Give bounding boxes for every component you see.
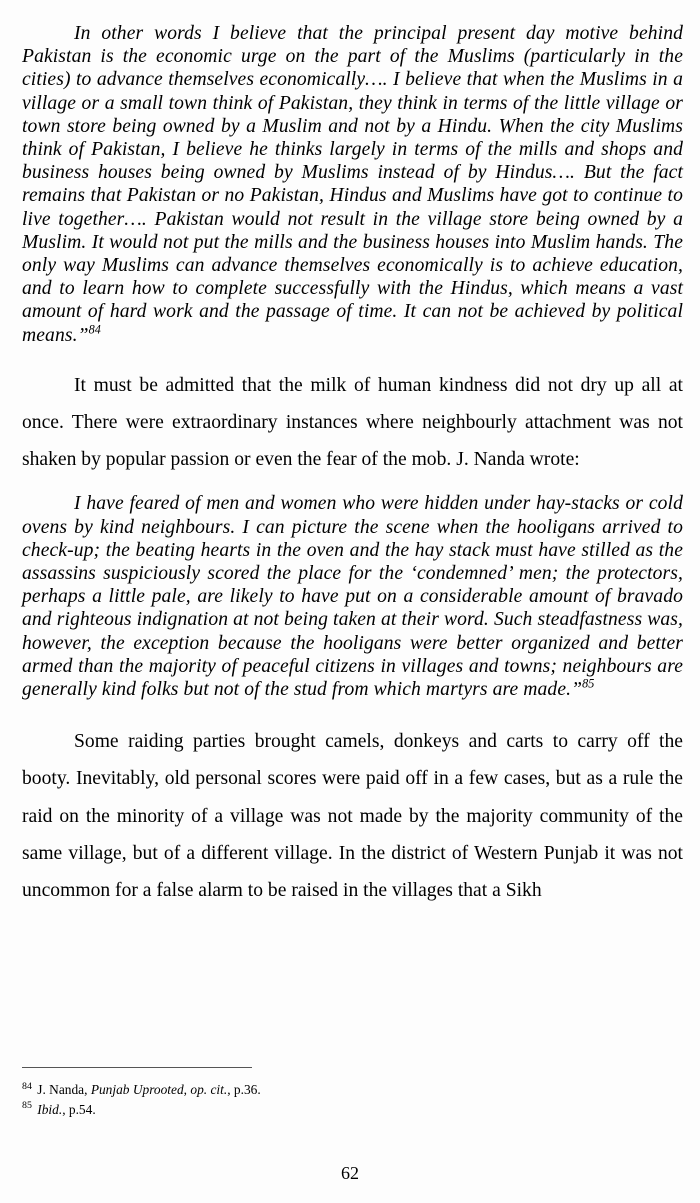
footnote-number: 85 <box>22 1100 32 1112</box>
footnote-item <box>22 1100 522 1120</box>
footnote-page-ref: , p.54. <box>62 1101 96 1117</box>
page-number: 62 <box>341 1163 359 1183</box>
footnote-page-ref: , p.36. <box>227 1082 261 1097</box>
body-paragraph-1: It must be admitted that the milk of human kindness did not dry up all at once. There were extraordinary instances where neighbourly attachment was not shaken by popular passion or even the fear of the mob. J. Nanda wrote: <box>22 374 683 471</box>
footnote-number: 84 <box>22 1080 32 1092</box>
block-quote-2 <box>22 492 683 701</box>
block-quote-1 <box>22 22 683 347</box>
footnote-title: Ibid. <box>37 1101 63 1117</box>
footnote-separator-text: , <box>183 1082 191 1097</box>
body-paragraph-2: Some raiding parties brought camels, donkeys and carts to carry off the booty. Inevitably, old personal scores were paid off in a few cases, but as a rule the raid on the minority of a village was not made by the majority community of the same village, but of a different village. In the district of Western Punjab it was not uncommon for a false alarm to be raised in the villages that a Sikh <box>22 731 683 902</box>
spacer-1 <box>22 347 683 367</box>
footnote-title: Punjab Uprooted <box>90 1082 184 1097</box>
footnote-marker-85: 85 <box>582 676 595 691</box>
footnote-citation: op. cit. <box>190 1082 228 1097</box>
spacer-2 <box>22 478 683 492</box>
block-quote-1-text: In other words I believe that the principal present day motive behind Pakistan is the economic urge on the part of the Muslims (particularly in the cities) to advance themselves economically…. I believe that when the Muslims in a village or a small town think of Pakistan, they think in terms of the little village or town store being owned by a Muslim and not by a Hindu. When the city Muslims think of Pakistan, I believe he thinks largely in terms of the mills and shops and business houses being owned by Muslims instead of by Hindus…. But the fact remains that Pakistan or no Pakistan, Hindus and Muslims have got to continue to live together…. Pakistan would not result in the village store being owned by a Muslim. It would not put the mills and the business houses into Muslim hands. The only way Muslims can advance themselves economically is to achieve education, and to learn how to complete successfully with the Hindus, which means a vast amount of hard work and the passage of time. It can not be achieved by political means.” <box>22 23 683 346</box>
footnote-separator-rule <box>22 1067 252 1068</box>
block-quote-2-text: I have feared of men and women who were hidden under hay-stacks or cold ovens by kind neighbours. I can picture the scene when the hooligans arrived to check-up; the beating hearts in the oven and the hay stack must have stilled as the assassins suspiciously scored the place for the ‘condemned’ men; the protectors, perhaps a little pale, are likely to have put on a considerable amount of bravado and righteous indignation at not being taken at their word. Such steadfastness was, however, the exception because the hooligans were better organized and better armed than the majority of peaceful citizens in villages and towns; neighbours are generally kind folks but not of the stud from which martyrs are made.” <box>22 493 683 701</box>
footnote-item <box>22 1080 522 1100</box>
footnote-author: J. Nanda, <box>33 1082 91 1097</box>
spacer-3 <box>22 701 683 723</box>
page-content <box>22 22 683 909</box>
footnote-marker-84: 84 <box>88 322 101 337</box>
footnote-list <box>22 1080 522 1119</box>
